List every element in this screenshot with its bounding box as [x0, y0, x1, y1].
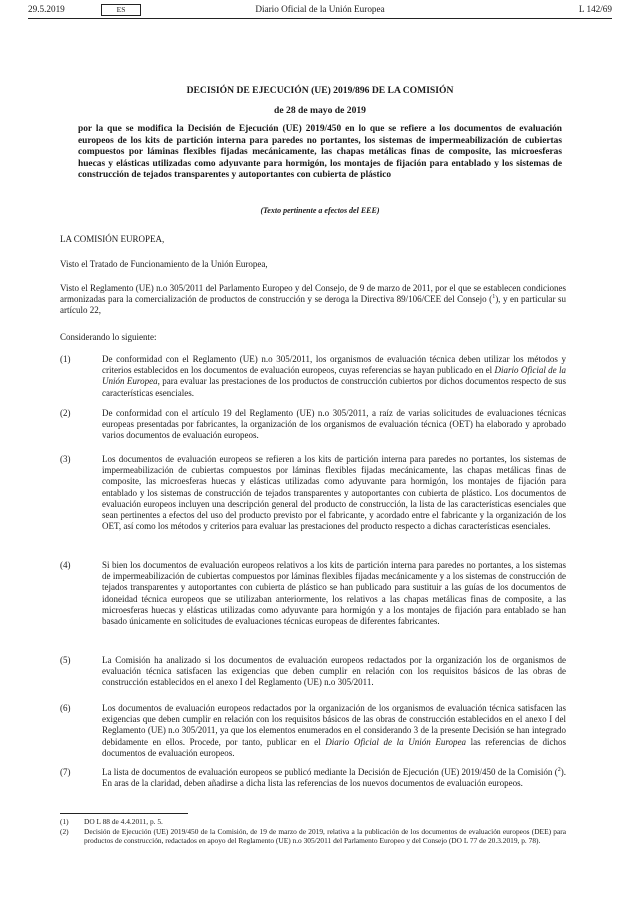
footnote-ref: 1 [492, 294, 496, 301]
footnote [60, 827, 566, 845]
recital-text: De conformidad con el artículo 19 del Reglamento (UE) n.o 305/2011, a raíz de varias solicitudes de evaluaciones técnicas europeas presentadas por fabricantes, la organización de los organismos de evaluación técnica (OET) ha elaborado y aprobado varios documentos de evaluación europeos. [102, 408, 566, 441]
recital-number: (2) [60, 408, 71, 418]
journal-name: Diario Oficial de la Unión Europea [255, 4, 385, 14]
recital-number: (7) [60, 767, 71, 777]
recital [60, 408, 566, 442]
decision-title: DECISIÓN DE EJECUCIÓN (UE) 2019/896 DE LA COMISIÓN [186, 85, 454, 96]
decision-date: de 28 de mayo de 2019 [274, 105, 366, 116]
header-rule [28, 18, 612, 19]
publication-date: 29.5.2019 [28, 4, 65, 14]
recital-text: Si bien los documentos de evaluación europeos relativos a los kits de partición interna para paredes no portantes, a los sistemas de impermeabilización de cubiertas compuestos por láminas flexibles fijadas mecánicamente y a los sistemas de construcción de tejados transparentes y autoportantes con cubierta de plástico se han publicado para sustituir a las guías de los documentos de idoneidad técnica europeos que se utilizaban anteriormente, los relativos a las chapas metálicas finas de composite, a las microesferas huecas y elásticas utilizadas como adyuvante para hormigón y a los montajes de fijación para entablado se han basado únicamente en solicitudes de evaluaciones técnicas europeas de diferentes fabricantes. [102, 560, 566, 627]
recital [60, 454, 566, 532]
footnote-number: (1) [60, 817, 69, 826]
recital-number: (5) [60, 655, 71, 665]
page-reference: L 142/69 [578, 4, 612, 14]
treaty-citation: Visto el Tratado de Funcionamiento de la Unión Europea, [60, 259, 268, 269]
considering-heading: Considerando lo siguiente: [60, 332, 157, 342]
language-code: ES [101, 4, 141, 16]
footnote-ref: 2 [557, 767, 561, 773]
recital-text: Los documentos de evaluación europeos se refieren a los kits de partición interna para paredes no portantes, los sistemas de impermeabilización de cubiertas compuestos por láminas flexibles fijadas mecánicamente, las chapas metálicas finas de composite, las microesferas huecas y elásticas utilizadas como adyuvante para hormigón, los montajes de fijación para entablado y los sistemas de construcción de tejados transparentes y autoportantes con cubierta de plástico. Los documentos de evaluación europeos incluyen una descripción general del producto de construcción, la lista de las características esenciales que sean pertinentes a efectos del uso del producto previsto por el fabricante, y acordado entre el fabricante y la organización de los OET, así como los métodos y criterios para evaluar las prestaciones del producto respecto a dichas características esenciales. [102, 454, 566, 532]
recital [60, 655, 566, 689]
recital-text: La lista de documentos de evaluación europeos se publicó mediante la Decisión de Ejecución (UE) 2019/450 de la Comisión ($^2$). En aras de la claridad, deben añadirse a dicha lista las referencias de los nuevos documentos de evaluación europeos. [102, 767, 566, 789]
footnote-text: Decisión de Ejecución (UE) 2019/450 de la Comisión, de 19 de marzo de 2019, relativa a la publicación de los documentos de evaluación europeos (DEE) para productos de construcción, redactados en apoyo del Reglamento (UE) n.o 305/2011 del Parlamento Europeo y del Consejo (DO L 77 de 20.3.2019, p. 78). [84, 827, 566, 845]
decision-subject: por la que se modifica la Decisión de Ejecución (UE) 2019/450 en lo que se refiere a los documentos de evaluación europeos de los kits de partición interna para paredes no portantes, los sistemas de impermeabilización de cubiertas compuestos por láminas flexibles fijadas mecánicamente, las chapas metálicas finas de composite, las microesferas huecas y elásticas utilizadas como adyuvante para hormigón, los montajes de fijación para entablado y los sistemas de construcción de tejados transparentes y autoportantes con cubierta de plástico [78, 124, 562, 181]
recital [60, 767, 566, 789]
regulation-citation: Visto el Reglamento (UE) n.o 305/2011 del Parlamento Europeo y del Consejo, de 9 de marzo de 2011, por el que se establecen condiciones armonizadas para la comercialización de productos de construcción y se deroga la Directiva 89/106/CEE del Consejo ($^1$), y en particular su artículo 22, [60, 283, 566, 316]
recital-text: Los documentos de evaluación europeos redactados por la organización de los organismos de evaluación técnica satisfacen las exigencias que deben cumplir en relación con los requisitos básicos de las obras de construcción establecidos en el anexo I del Reglamento (UE) n.o 305/2011, ya que los elementos enumerados en el considerando 3 de la presente Decisión se han integrado debidamente en ellos. Procede, por tanto, publicar en el Diario Oficial de la Unión Europea las referencias de dichos documentos de evaluación europeos. [102, 703, 566, 758]
footnote-rule [60, 813, 188, 814]
recital-number: (3) [60, 454, 71, 464]
recital-number: (4) [60, 560, 71, 570]
recital-text: La Comisión ha analizado si los documentos de evaluación europeos redactados por la organización los de organismos de evaluación técnica satisfacen las exigencias que deben cumplir en relación con los requisitos básicos de las obras de construcción establecidos en el anexo I del Reglamento (UE) n.o 305/2011. [102, 655, 566, 688]
recital-text: De conformidad con el Reglamento (UE) n.o 305/2011, los organismos de evaluación técnica deben utilizar los métodos y criterios establecidos en los documentos de evaluación europeos, cuyas referencias se hayan publicado en el Diario Oficial de la Unión Europea, para evaluar las prestaciones de los productos de construcción cubiertos por dichos documentos respecto de sus características esenciales. [102, 354, 566, 398]
commission-heading: LA COMISIÓN EUROPEA, [60, 234, 165, 244]
recital [60, 703, 566, 759]
footnote [60, 817, 566, 826]
recital [60, 560, 566, 627]
footnote-text: DO L 88 de 4.4.2011, p. 5. [84, 817, 163, 826]
eee-relevance-note: (Texto pertinente a efectos del EEE) [260, 206, 380, 215]
recital [60, 354, 566, 399]
recital-number: (6) [60, 703, 71, 713]
footnote-number: (2) [60, 827, 69, 836]
recital-number: (1) [60, 354, 71, 364]
running-header [28, 2, 612, 16]
